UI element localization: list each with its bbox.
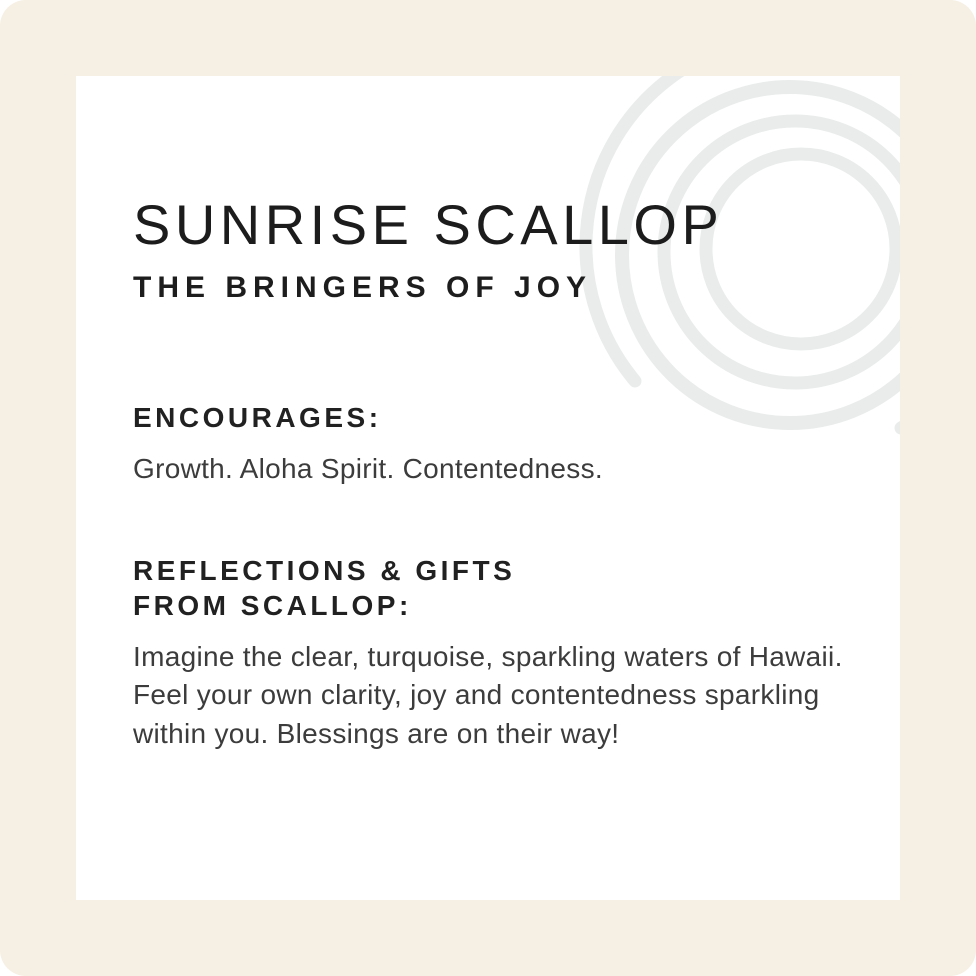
- reflections-body: [133, 638, 872, 754]
- info-card: [76, 76, 900, 900]
- heading-line: ENCOURAGES:: [133, 402, 382, 433]
- card-subtitle: THE BRINGERS OF JOY: [133, 271, 593, 304]
- body-line: Imagine the clear, turquoise, sparkling waters of Hawaii.: [133, 640, 843, 672]
- card-content: [76, 193, 900, 753]
- card-title: SUNRISE SCALLOP: [133, 193, 724, 256]
- heading-line: REFLECTIONS & GIFTS: [133, 554, 516, 586]
- body-line: within you. Blessings are on their way!: [133, 717, 620, 749]
- section-encourages: [133, 400, 872, 489]
- body-line: Growth. Aloha Spirit. Contentedness.: [133, 453, 603, 484]
- encourages-heading: [133, 400, 872, 435]
- reflections-heading: [133, 553, 872, 623]
- body-line: Feel your own clarity, joy and contentedness sparkling: [133, 679, 820, 710]
- section-reflections: [133, 553, 872, 754]
- encourages-body: [133, 450, 872, 489]
- heading-line: FROM SCALLOP:: [133, 589, 412, 621]
